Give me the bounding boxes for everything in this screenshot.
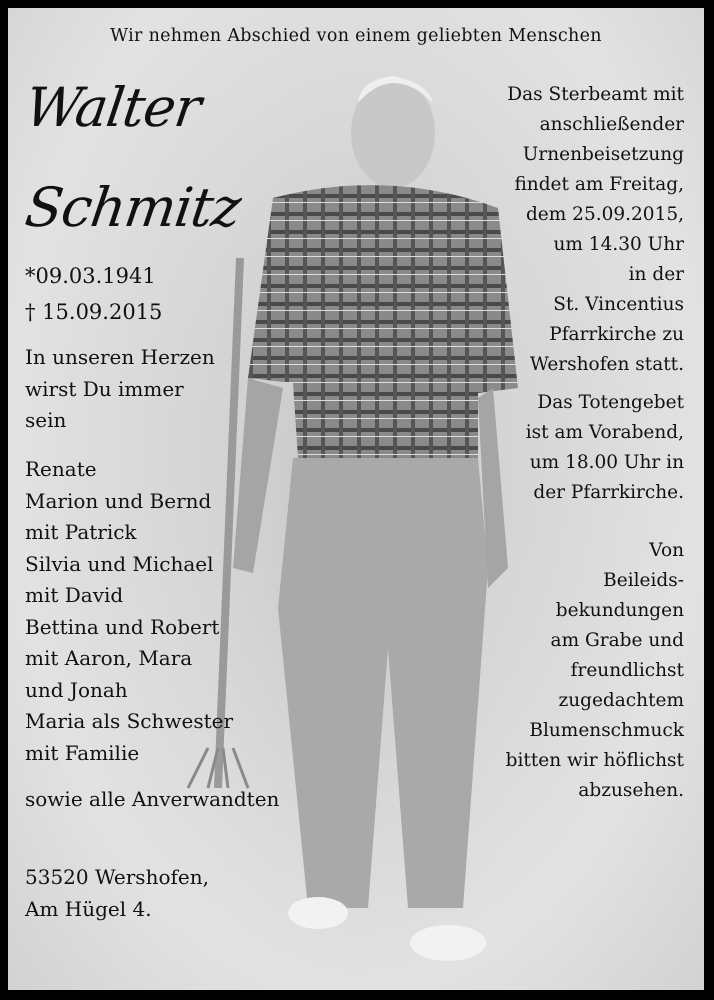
family-list xyxy=(25,454,233,769)
condolence-line: abzusehen. xyxy=(578,780,684,801)
family-line: mit David xyxy=(25,583,124,607)
funeral-line: Wershofen statt. xyxy=(529,354,684,375)
family-line: mit Patrick xyxy=(25,520,137,544)
motto-line: In unseren Herzen xyxy=(25,345,215,369)
death-date: † 15.09.2015 xyxy=(25,300,163,324)
funeral-line: Urnenbeisetzung xyxy=(522,144,684,165)
header-text: Wir nehmen Abschied von einem geliebten Menschen xyxy=(110,26,602,46)
funeral-line: dem 25.09.2015, xyxy=(525,204,684,225)
condolence-line: zugedachtem xyxy=(558,690,684,711)
funeral-info xyxy=(507,80,684,380)
motto xyxy=(25,342,215,437)
funeral-line: St. Vincentius xyxy=(553,294,684,315)
birth-date: *09.03.1941 xyxy=(25,264,156,288)
family-line: mit Familie xyxy=(25,740,140,765)
prayer-line: der Pfarrkirche. xyxy=(533,482,684,503)
family-line: mit Aaron, Mara xyxy=(25,646,193,670)
relatives-line: sowie alle Anverwandten xyxy=(25,787,280,811)
funeral-line: anschließender xyxy=(539,114,684,135)
condolence-line: Blumenschmuck xyxy=(529,720,684,741)
address xyxy=(25,862,209,925)
address-line: Am Hügel 4. xyxy=(25,896,152,921)
motto-line: wirst Du immer xyxy=(25,376,184,401)
address-line: 53520 Wershofen, xyxy=(25,865,209,889)
condolence-line: Von xyxy=(649,540,684,561)
family-line: Silvia und Michael xyxy=(25,551,214,576)
condolence-line: freundlichst xyxy=(570,660,684,681)
condolence-line: Beileids- xyxy=(603,570,684,591)
funeral-line: Das Sterbeamt mit xyxy=(507,84,684,105)
family-line: Maria als Schwester xyxy=(25,709,234,733)
prayer-info xyxy=(526,388,684,508)
family-line: Bettina und Robert xyxy=(25,614,220,639)
last-name: Schmitz xyxy=(21,176,245,239)
family-line: Marion und Bernd xyxy=(25,488,212,513)
prayer-line: Das Totengebet xyxy=(537,392,684,413)
condolence-line: bitten wir höflichst xyxy=(505,750,684,771)
funeral-line: Pfarrkirche zu xyxy=(549,324,684,345)
motto-line: sein xyxy=(25,408,67,432)
life-dates xyxy=(25,258,162,330)
prayer-line: ist am Vorabend, xyxy=(525,422,684,443)
prayer-line: um 18.00 Uhr in xyxy=(529,452,684,473)
family-line: und Jonah xyxy=(25,677,128,702)
condolence-line: am Grabe und xyxy=(550,630,684,651)
obituary-card xyxy=(8,8,704,990)
family-line: Renate xyxy=(25,457,97,481)
first-name: Walter xyxy=(21,76,205,139)
funeral-line: um 14.30 Uhr xyxy=(553,234,684,255)
condolence-line: bekundungen xyxy=(555,600,684,621)
funeral-line: findet am Freitag, xyxy=(514,174,684,195)
condolence-note xyxy=(506,536,684,806)
funeral-line: in der xyxy=(628,264,684,285)
